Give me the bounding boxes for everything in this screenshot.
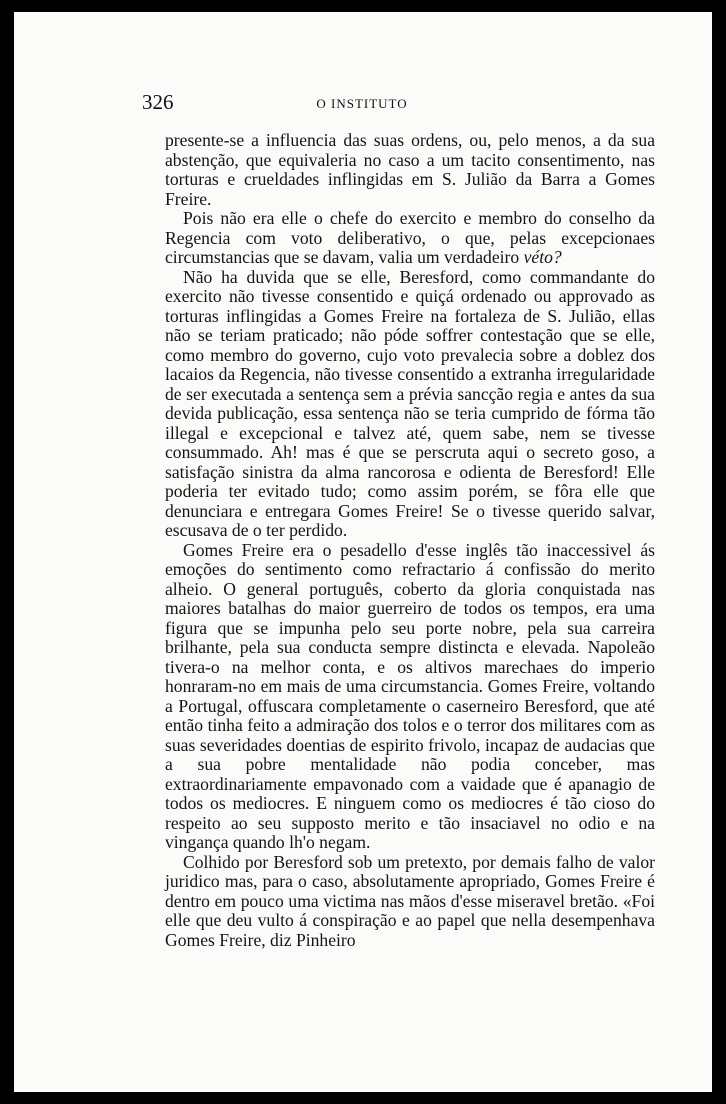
paragraph-2-emphasis: véto? bbox=[523, 247, 562, 267]
book-page bbox=[14, 12, 712, 1092]
body-text bbox=[165, 131, 655, 950]
running-title: O INSTITUTO bbox=[316, 96, 408, 111]
paragraph-3: Não ha duvida que se elle, Beresford, como commandante do exercito não tivesse consentido e quiçá ordenado ou approvado as torturas inflingidas a Gomes Freire na fortaleza de S. Julião, ellas não se teriam praticado; não póde soffrer contestação que se elle, como membro do governo, cujo voto prevalecia sobre a doblez dos lacaios da Regencia, não tivesse consentido a extranha irregularidade de ser executada a sentença sem a prévia sancção regia e antes da sua devida publicação, essa sentença não se teria cumprido de fórma tão illegal e excepcional e talvez até, quem sabe, nem se tivesse consummado. Ah! mas é que se perscruta aqui o secreto goso, a satisfação sinistra da alma rancorosa e odienta de Beresford! Elle poderia ter evitado tudo; como assim porém, se fôra elle que denunciara e entregara Gomes Freire! Se o tivesse querido salvar, escusava de o ter perdido. bbox=[165, 266, 655, 540]
paragraph-4: Gomes Freire era o pesadello d'esse inglês tão inaccessivel ás emoções do sentimento como refractario á confissão do merito alheio. O general português, coberto da gloria conquistada nas maiores batalhas do maior guerreiro de todos os tempos, era uma figura que se impunha pelo seu porte nobre, pela sua carreira brilhante, pela sua conducta sempre distincta e elevada. Napoleão tivera-o na melhor conta, e os altivos marechaes do imperio honraram-no em mais de uma circumstancia. Gomes Freire, voltando a Portugal, offuscara completamente o caserneiro Beresford, que até então tinha feito a admiração dos tolos e o terror dos militares com as suas severidades doentias de espirito frivolo, incapaz de audacias que a sua pobre mentalidade não podia conceber, mas extraordinariamente empavonado com a vaidade que é apanagio de todos os mediocres. E ninguem como os mediocres é tão cioso do respeito ao seu supposto merito e tão insaciavel no odio e na vingança quando lh'o negam. bbox=[165, 539, 655, 852]
paragraph-2 bbox=[165, 209, 655, 268]
paragraph-1: presente-se a influencia das suas ordens, ou, pelo menos, a da sua abstenção, que equivaleria no caso a um tacito consentimento, nas torturas e crueldades inflingidas em S. Julião da Barra a Gomes Freire. bbox=[165, 130, 655, 209]
page-number: 326 bbox=[142, 90, 174, 114]
paragraph-5: Colhido por Beresford sob um pretexto, por demais falho de valor juridico mas, para o caso, absolutamente apropriado, Gomes Freire é dentro em pouco uma victima nas mãos d'esse miseravel bretão. «Foi elle que deu vulto á conspiração e ao papel que nella desempenhava Gomes Freire, diz Pinheiro bbox=[165, 851, 655, 950]
page-header bbox=[142, 90, 582, 116]
paragraph-2-text: Pois não era elle o chefe do exercito e membro do conselho da Regencia com voto deliberativo, o que, pelas excepcionaes circumstancias que se davam, valia um verdadeiro bbox=[165, 208, 655, 267]
